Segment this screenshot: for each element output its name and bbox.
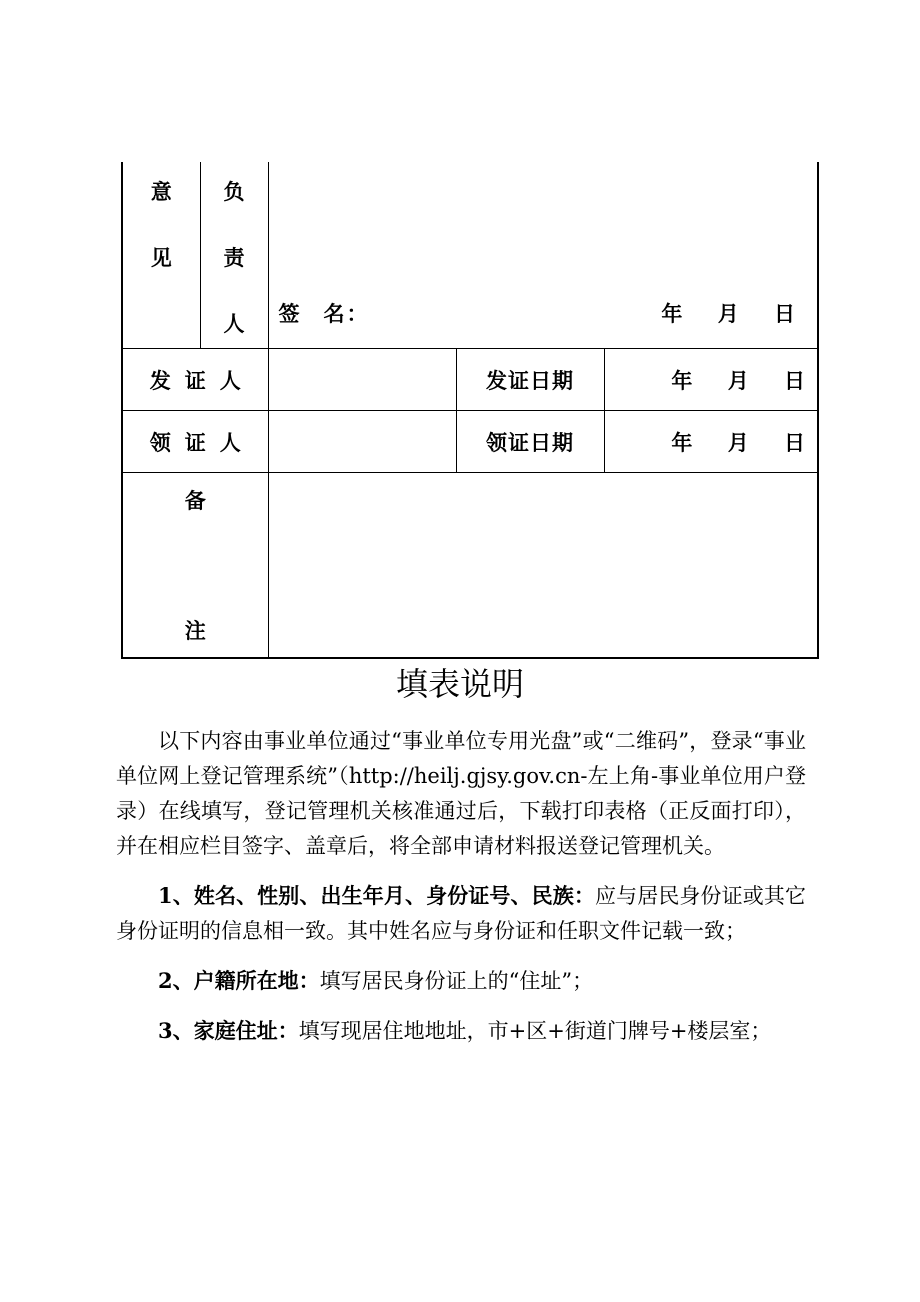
opinion-char: 意 [150, 179, 172, 204]
date-day: 日 [774, 301, 795, 326]
intro-text: -左上角-事业单位用户登录）在线填写，登记管理机关核准通过后，下载打印表格（正反面打印），并在相应栏目签字、盖章后，将全部申请材料报送登记管理机关。 [116, 764, 806, 858]
responsible-label-cell [200, 162, 268, 349]
opinion-char: 见 [150, 245, 172, 270]
instruction-number: 2、 [158, 968, 194, 993]
date-month: 月 [727, 429, 749, 455]
issuer-label: 发证人 [122, 349, 268, 411]
issuer-row [122, 349, 818, 411]
signature-field[interactable] [268, 162, 818, 349]
signature-label-part: 签 [278, 301, 302, 326]
intro-text: 以下内容由事业单位通过“事业单位专用光盘”或“二维码”，登录“事业单位网上登记管理系统”（ [116, 729, 806, 788]
remark-char: 备 [184, 488, 206, 513]
date-month: 月 [717, 301, 739, 326]
receiver-field[interactable] [268, 411, 456, 473]
opinion-row [122, 162, 818, 349]
instruction-heading: 户籍所在地： [193, 968, 320, 993]
signature-date [661, 298, 795, 328]
instruction-text: 应与居民身份证或其它身份证明的信息相一致。其中姓名应与身份证和任职文件记载一致； [116, 884, 806, 943]
date-year: 年 [671, 429, 693, 455]
date-year: 年 [661, 301, 683, 326]
responsible-char: 人 [223, 311, 245, 336]
remark-row [122, 473, 818, 659]
receive-date-field[interactable] [604, 411, 818, 473]
responsible-char: 负 [223, 179, 245, 204]
instruction-text: 填写居民身份证上的“住址”； [319, 969, 594, 993]
issuer-field[interactable] [268, 349, 456, 411]
system-url-link[interactable]: http://heilj.gjsy.gov.cn [348, 764, 581, 788]
receive-date-label: 领证日期 [456, 411, 604, 473]
date-month: 月 [727, 367, 749, 393]
date-day: 日 [784, 429, 805, 455]
receiver-row [122, 411, 818, 473]
registration-form-table [121, 162, 819, 659]
instruction-number: 1、 [158, 883, 194, 908]
signature-label-part: 名： [323, 301, 370, 326]
remark-label-cell [122, 473, 268, 659]
date-year: 年 [671, 367, 693, 393]
date-day: 日 [784, 367, 805, 393]
instruction-item [116, 963, 806, 999]
remark-field[interactable] [268, 473, 818, 659]
responsible-char: 责 [223, 245, 245, 270]
signature-label [279, 298, 370, 328]
issue-date-label: 发证日期 [456, 349, 604, 411]
opinion-label-cell [122, 162, 200, 349]
instructions-intro [116, 724, 806, 864]
instructions-body [116, 724, 806, 1063]
instruction-item [116, 878, 806, 949]
receiver-label: 领证人 [122, 411, 268, 473]
instructions-title: 填表说明 [395, 665, 524, 703]
instruction-heading: 姓名、性别、出生年月、身份证号、民族： [193, 883, 595, 908]
instruction-heading: 家庭住址： [193, 1018, 299, 1043]
instruction-text: 填写现居住地地址，市+区+街道门牌号+楼层室； [298, 1019, 772, 1043]
instruction-number: 3、 [158, 1018, 194, 1043]
remark-char: 注 [184, 618, 206, 643]
issue-date-field[interactable] [604, 349, 818, 411]
instruction-item [116, 1013, 806, 1049]
